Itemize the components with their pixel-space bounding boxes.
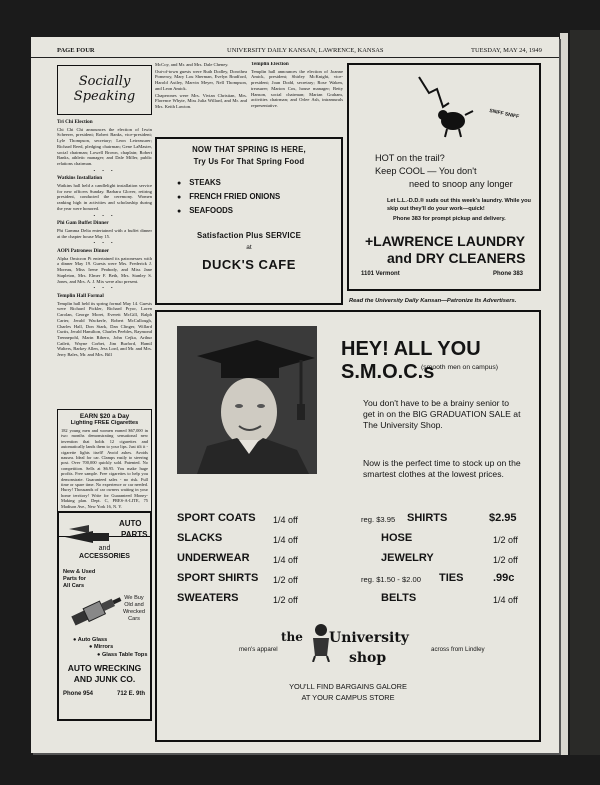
laundry-body3: Phone 383 for prompt pickup and delivery. xyxy=(393,216,506,222)
auto-bullet-label: Auto Glass xyxy=(77,637,108,643)
social-heading-0: Tri Chi Election xyxy=(57,119,93,125)
auto-line4: ACCESSORIES xyxy=(79,553,130,560)
logo-university: University xyxy=(329,630,409,646)
logo-shop: shop xyxy=(349,650,387,666)
auto-right3: Wrecked xyxy=(123,609,145,615)
sale-pre: reg. $3.95 xyxy=(361,515,396,524)
auto-bullets xyxy=(73,637,147,659)
social-column xyxy=(57,117,152,407)
social-title-2: Speaking xyxy=(73,89,136,104)
sale-item-sport-shirts xyxy=(177,572,258,584)
adjacent-page-strip xyxy=(570,30,600,755)
auto-bullet-2: ● Glass Table Tops xyxy=(97,651,148,658)
sale-item-underwear xyxy=(177,552,250,564)
shop-footer2: AT YOUR CAMPUS STORE xyxy=(301,693,395,702)
social-cont-2: Out-of-town guests were Ruth Dodley, Dorothea Pomeroy, Mary Lou Sherman, Evelyn Bradford, Harold Axtley, Marvin Meyer, Nell Thompson, and Leon Amick. xyxy=(155,68,247,91)
sale-price: $2.95 xyxy=(489,512,517,524)
auto-right4: Cars xyxy=(128,616,140,622)
duck-name: DUCK'S CAFE xyxy=(202,257,296,272)
sale-disc: 1/2 off xyxy=(273,575,298,585)
sale-item-ties: TIES xyxy=(439,572,464,584)
separator: • • • xyxy=(93,212,116,218)
social-cont-3: Chaperones were Mrs. Vivian Christian, Mrs. Florence Whyte, Miss Julia Willard, and Mr. and Mrs. Keith Lawton. xyxy=(155,92,247,109)
auto-line1: AUTO xyxy=(119,519,142,528)
laundry-address: 1101 Vermont xyxy=(361,271,400,277)
laundry-name2: and DRY CLEANERS xyxy=(387,250,526,266)
sale-disc: 1/2 off xyxy=(493,555,518,565)
sale-disc: 1/4 off xyxy=(273,555,298,565)
auto-bullet-0: ● Auto Glass xyxy=(73,637,108,643)
laundry-h2: Keep COOL — You don't xyxy=(375,166,477,176)
sale-pre: reg. $1.50 - $2.00 xyxy=(361,575,421,584)
graduate-photo xyxy=(177,326,317,474)
spark-plug-icon xyxy=(67,593,127,627)
across-from: across from Lindley xyxy=(431,646,485,653)
duck-item: ● SEAFOODS xyxy=(177,206,341,215)
graduate-photo-image xyxy=(177,326,317,474)
sale-item-hose: HOSE xyxy=(381,532,413,544)
social-heading-3: AOPi Patroness Dinner xyxy=(57,248,110,255)
item-name: UNDERWEAR xyxy=(177,552,250,564)
smoc-sub: (smooth men on campus) xyxy=(421,364,499,371)
paper-name: UNIVERSITY DAILY KANSAN, LAWRENCE, KANSAS xyxy=(227,47,384,54)
sale-item-sweaters xyxy=(177,592,239,604)
earn-body: 182 young men and women earned $67,000 in two months demonstrating sensational new invention that holds 12 cigarettes and automatically lands them to your lips. Just tilt it - cigarette lights itself! Avoid ashes. Avoids nausea. Ideal for car. Clamps easily to steering post. Over 700,000 quickly sold. Patented. No competition. Sells at $6.95. You make huge profits. Free sample. Free cigarettes to help you demonstrate. Guaranteed sales - no risk. Full time or spare time. No experience or car needed. Hurry! Thousands of car owners waiting in your home territory! Write for Guaranteed Money-Making plan. Dept. C, PRES-A-LITE, 75 Madison Ave., New York 16, N. Y. xyxy=(61,428,148,509)
laundry-name1: +LAWRENCE LAUNDRY xyxy=(365,233,526,249)
social-body-2: Phi Gamma Delta entertained with a buffet dinner at the chapter house May 15. xyxy=(57,227,152,239)
auto-line2: PARTS xyxy=(121,530,148,539)
earn-title-2: Lighting FREE Cigarettes xyxy=(70,420,139,426)
social-body-0: Chi Chi Chi announces the election of Irwin Scheerer, president; Robert Banks, vice-president; Lyle Thompson, secretary; Leon Letreasurer; Richard Reed, pledging chairman; Gene LaMaster, social chairman; Lowell Brown, chaplain; Robert Banks, athletic manager; and Dale Miller, public relations chairman. xyxy=(57,126,152,166)
page-header xyxy=(31,45,559,58)
sale-disc: 1/2 off xyxy=(273,595,298,605)
auto-bullet-label: Glass Table Tops xyxy=(101,651,148,658)
auto-right1: We Buy xyxy=(124,595,144,601)
auto-right2: Old and xyxy=(124,602,144,608)
templin-body: Templin hall announces the election of Joanne Amick, president; Shirley McKnight, vice-president; Joan Dodd, secretary; Rose Waken, treasurer; Marion Cox, house manager; Betty Hanson, social chairman; Marian Graham, activities chairman; and Orlee Ash, intramurals representative. xyxy=(251,68,343,108)
sale-item-belts: BELTS xyxy=(381,592,417,604)
item-name: SPORT COATS xyxy=(177,512,256,524)
shop-footer1: YOU'LL FIND BARGAINS GALORE xyxy=(289,682,407,691)
auto-wrecking-ad xyxy=(57,511,152,721)
university-shop-ad xyxy=(155,310,541,742)
duck-menu xyxy=(157,178,341,215)
item-name: SPORT SHIRTS xyxy=(177,572,259,584)
auto-right-text xyxy=(123,595,145,623)
templin-election xyxy=(251,62,343,128)
earn-title-1: EARN $20 a Day xyxy=(79,413,130,420)
page-number: PAGE FOUR xyxy=(57,47,95,54)
social-continued xyxy=(155,62,247,128)
social-cont-1: McCoy, and Mr. and Mrs. Dale Cheney. xyxy=(155,62,229,67)
auto-line3: and xyxy=(98,545,111,552)
sale-disc: 1/4 off xyxy=(273,535,298,545)
auto-left3: All Cars xyxy=(63,583,85,589)
auto-left1: New & Used xyxy=(63,569,96,575)
dog-sniffing-icon xyxy=(409,71,485,141)
auto-name1: AUTO WRECKING xyxy=(67,663,142,673)
sale-item-jewelry: JEWELRY xyxy=(381,552,434,564)
ducks-cafe-ad xyxy=(155,137,343,305)
duck-tagline: Satisfaction Plus SERVICE xyxy=(196,231,302,240)
duck-at: at xyxy=(246,244,252,251)
separator: • • • xyxy=(93,285,116,291)
newspaper-page xyxy=(31,37,559,753)
auto-left2: Parts for xyxy=(63,576,87,582)
laundry-body1: Let L.L.-D.D.® suds out this week's laundry. While you xyxy=(387,198,531,204)
social-body-4: Templin hall held its spring formal May 14. Guests were Richard Pickler, Richard Pryor, Loren Carolan, George Moret, Everett McGill, Ralph Carter, Jerald Wackerle, Robert McCullough, Charles Hall, Don Stark, Dan Clinger, Willard Curtis, Jerald Hamilton, Charles Peebles, Raymond Trennepohl, Marin Ribero, John Cejka, Arthur Catlett, Wayne Corbet, Jim Burford, Hamil Walters, Barkey Allen, Jess Lord, and Mr. and Mrs. Jerry Bales, Mr. and Mrs. Bill xyxy=(57,300,152,358)
auto-address: 712 E. 9th xyxy=(117,691,146,697)
sale-disc: 1/4 off xyxy=(273,515,298,525)
duck-line2: Try Us For That Spring Food xyxy=(193,157,305,166)
social-heading-4: Templin Hall Formal xyxy=(57,292,104,299)
auto-left-text xyxy=(63,569,95,590)
duck-line1: NOW THAT SPRING IS HERE, xyxy=(192,145,306,154)
duck-item: ● STEAKS xyxy=(177,178,341,187)
item-name: SLACKS xyxy=(177,532,223,544)
duck-item: ● FRENCH FRIED ONIONS xyxy=(177,192,341,201)
lawrence-laundry-ad xyxy=(347,63,541,291)
auto-company xyxy=(59,663,150,685)
laundry-h3: need to snoop any longer xyxy=(409,179,513,189)
laundry-body2: skip out they'll do your work—quick! xyxy=(387,206,485,212)
auto-bullet-1: ● Mirrors xyxy=(89,644,114,651)
page-edge xyxy=(560,33,568,755)
templin-heading: Templin Election xyxy=(251,62,289,67)
laundry-h1: HOT on the trail? xyxy=(375,153,445,163)
logo-the: the xyxy=(281,630,303,644)
sale-item-sport-coats xyxy=(177,512,256,524)
sale-disc: 1/2 off xyxy=(493,535,518,545)
patronize-line: Read the University Daily Kansan—Patronize Its Advertisers. xyxy=(349,298,517,304)
social-title-1: Socially xyxy=(78,74,131,89)
auto-bullet-label: Mirrors xyxy=(93,644,114,651)
social-body-3: Alpha Omicron Pi entertained its patronesses with a dinner May 19. Guests were Mrs. Frederick J. Moreau, Miss Irene Peabody, and Miss Jane Stapleton, Mrs. Elmer F. Beth, Mrs. Stanley S. Jones, and Mrs. A. J. Mix were also present. xyxy=(57,255,152,284)
socially-speaking-heading xyxy=(57,65,152,115)
auto-name2: AND JUNK CO. xyxy=(73,674,136,684)
smoc-headline: HEY! ALL YOU S.M.O.C.s xyxy=(341,338,481,383)
separator: • • • xyxy=(93,167,116,173)
auto-phone: Phone 954 xyxy=(63,691,94,697)
separator: • • • xyxy=(93,240,116,246)
item-name: SWEATERS xyxy=(177,592,239,604)
sale-item-slacks xyxy=(177,532,222,544)
laundry-phone: Phone 383 xyxy=(493,271,524,277)
sale-disc: 1/4 off xyxy=(493,595,518,605)
issue-date: TUESDAY, MAY 24, 1949 xyxy=(471,47,542,54)
sale-price: .99c xyxy=(493,572,515,584)
sale-item-shirts: SHIRTS xyxy=(407,512,448,524)
sniff-badge: SNIFF SNIFF xyxy=(488,107,520,121)
social-heading-2: Phi Gam Buffet Dinner xyxy=(57,220,109,227)
mens-apparel: men's apparel xyxy=(239,646,278,653)
social-heading-1: Watkins Installation xyxy=(57,175,103,182)
social-body-1: Watkins hall held a candlelight installation service for new officers Sunday. Barbara Glover, retiring president, conducted the ceremony. Women ranking high in activities and scholarship during the year were honored. xyxy=(57,183,152,211)
shop-para2: Now is the perfect time to stock up on the smartest clothes at the lowest prices. xyxy=(363,458,521,480)
shop-para1: You don't have to be a brainy senior to get in on the BIG GRADUATION SALE at The University Shop. xyxy=(363,398,521,431)
